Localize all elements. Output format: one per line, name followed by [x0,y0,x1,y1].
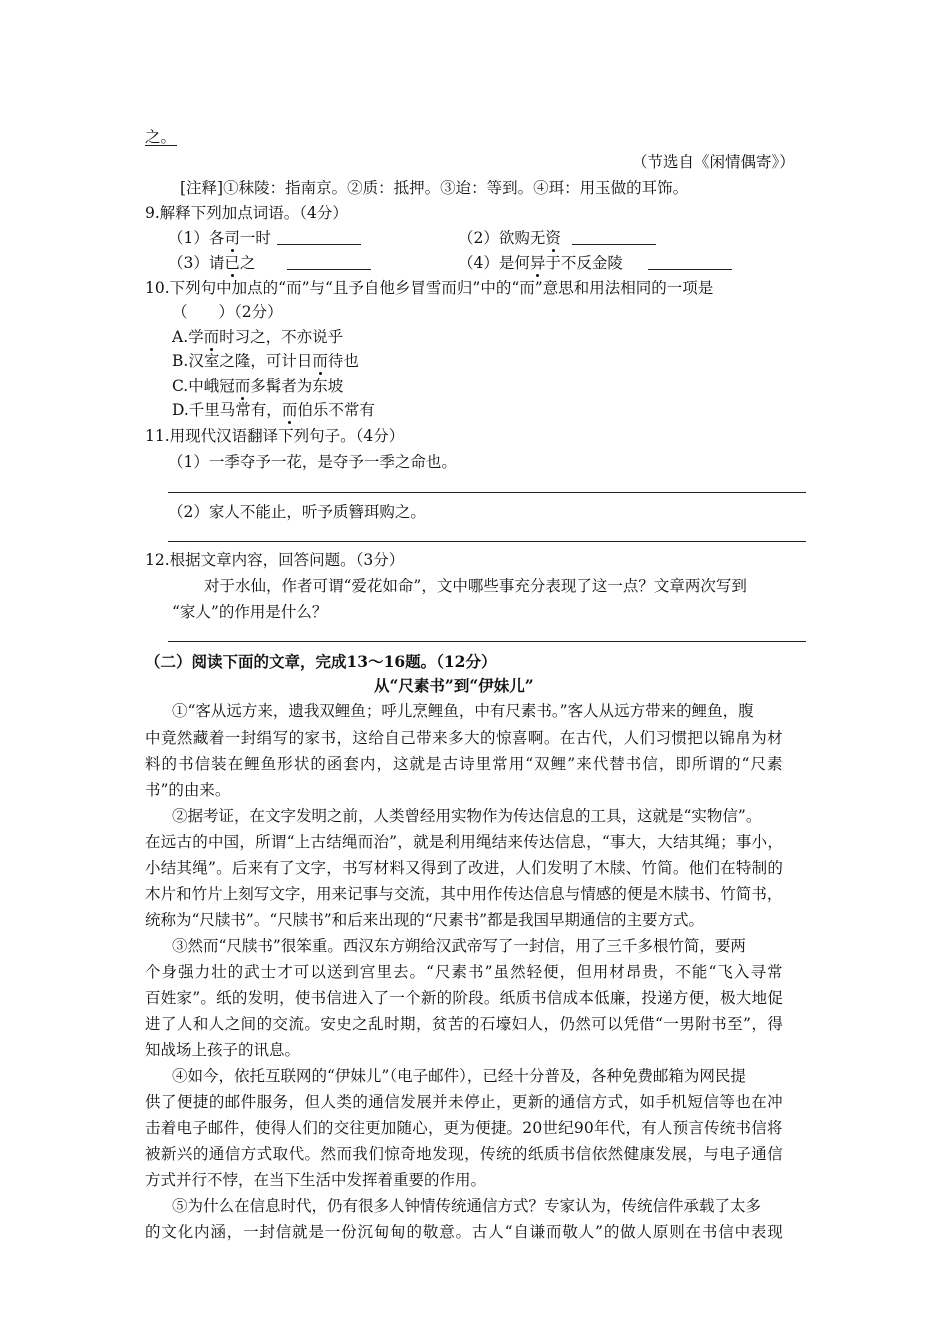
q10-a-pre: A.学 [172,328,204,346]
fragment-underline [145,145,177,146]
q10-a-post: 时习之，不亦说乎 [219,328,344,346]
article-line: 的 文 化 内 涵 ， 一 封 信 就 是 一 份 沉 甸 甸 的 敬 意 。 古 人 “ 自 谦 而 敬 人 ” 的 做 人 原 则 在 书 信 中 表 现 [145,1223,783,1241]
q9-2-pre: （2）欲购无 [458,229,546,247]
q10-c-pre: C.中峨冠 [172,377,235,395]
q10-option-c[interactable] [172,376,343,396]
q9-3-post: 之 [239,254,256,272]
q10-a-dotted: 而 [203,328,220,346]
question-11-stem: 11.用现代汉语翻译下列句子。（4分） [145,427,405,445]
q10-c-dotted: 而 [234,377,251,395]
article-line: 进 了 人 和 人 之 间 的 交 流 。 安 史 之 乱 时 期 ， 贫 苦 的 石 壕 妇 人 ， 仍 然 可 以 凭 借 “ 一 男 附 书 至 ” ， 得 [145,1015,783,1033]
q9-4-blank[interactable] [648,269,732,270]
q9-3-blank[interactable] [287,269,371,270]
q9-3-dotted: 已 [224,254,240,272]
q9-3-pre: （3）请 [168,254,225,272]
q10-c-post: 多髯者为东坡 [250,377,344,395]
question-10-stem: 10.下列句中加点的“而”与“且予自他乡冒雪而归”中的“而”意思和用法相同的一项是 [145,279,714,297]
text-fragment [145,127,176,147]
article-title: 从“尺素书”到“伊妹儿” [374,676,534,695]
q10-b-post: 待也 [327,352,359,370]
q10-b-pre: B.汉室之隆，可计日 [172,352,313,370]
article-line: 个 身 强 力 壮 的 武 士 才 可 以 送 到 宫 里 去 。 “ 尺 素 书 ” 虽 然 轻 便 ， 但 用 材 昂 贵 ， 不 能 “ 飞 入 寻 常 [145,963,783,981]
fragment-text: 之。 [145,128,177,146]
q9-item-1 [168,228,271,248]
article-line: 在 远 古 的 中 国 ， 所 谓 “ 上 古 结 绳 而 治 ” ， 就 是 利 用 绳 结 来 传 达 信 息 ， “ 事 大 ， 大 结 其 绳 ； 事 小 ， [145,833,783,851]
q11-1-answer-line[interactable] [168,492,806,493]
article-line: 料 的 书 信 装 在 鲤 鱼 形 状 的 函 套 内 ， 这 就 是 古 诗 里 常 用 “ 双 鲤 ” 来 代 替 书 信 ， 即 所 谓 的 “ 尺 素 [145,755,783,773]
q11-sentence-1: （1）一季夺予一花，是夺予一季之命也。 [168,453,457,471]
q12-body-line-1: 对于水仙，作者可谓“爱花如命”，文中哪些事充分表现了这一点？文章两次写到 [204,577,747,595]
article-line: 木 片 和 竹 片 上 刻 写 文 字 ， 用 来 记 事 与 交 流 ， 其 中 用 作 传 达 信 息 与 情 感 的 便 是 木 牍 书 、 竹 简 书 ， [145,885,783,903]
article-line: ④如今，依托互联网的“伊妹儿”（电子邮件），已经十分普及，各种免费邮箱为网民提 [172,1067,746,1085]
q10-b-dotted: 而 [312,352,328,370]
q9-item-3 [168,253,255,273]
article-line: 中 竟 然 藏 着 一 封 绢 写 的 家 书 ， 这 给 自 己 带 来 多 大 的 惊 喜 啊 。 在 古 代 ， 人 们 习 惯 把 以 锦 帛 为 材 [145,729,783,747]
article-line: 统称为“尺牍书”。“尺牍书”和后来出现的“尺素书”都是我国早期通信的主要方式。 [145,911,705,929]
source-citation: （节选自《闲情偶寄》） [632,153,795,171]
q12-answer-line[interactable] [168,641,806,642]
notes: [注释]①秣陵：指南京。②质：抵押。③迨：等到。④珥：用玉做的耳饰。 [180,179,689,197]
question-12-stem: 12.根据文章内容，回答问题。（3分） [145,551,405,569]
article-line: 被 新 兴 的 通 信 方 式 取 代 。 然 而 我 们 惊 奇 地 发 现 ， 传 统 的 纸 质 书 信 依 然 健 康 发 展 ， 与 电 子 通 信 [145,1145,783,1163]
q9-2-blank[interactable] [572,244,656,245]
section-2-heading: （二）阅读下面的文章，完成13～16题。（12分） [145,652,497,671]
article-line: 方式并行不悖，在当下生活中发挥着重要的作用。 [145,1171,487,1189]
q9-4-post: 于不反金陵 [545,254,623,272]
q9-item-2 [458,228,561,248]
article-line: 小 结 其 绳 ” 。 后 来 有 了 文 字 ， 书 写 材 料 又 得 到 了 改 进 ， 人 们 发 明 了 木 牍 、 竹 简 。 他 们 在 特 制 的 [145,859,783,877]
q12-body-line-2: “家人”的作用是什么？ [172,603,328,621]
q9-2-dotted: 资 [545,229,561,247]
question-9-stem: 9.解释下列加点词语。（4分） [145,204,348,222]
q10-d-post: 伯乐不常有 [297,401,375,419]
q9-1-pre: （1）各 [168,229,225,247]
question-10-bracket: （ ）（2分） [172,303,283,321]
article-line: 供 了 便 捷 的 邮 件 服 务 ， 但 人 类 的 通 信 发 展 并 未 停 止 ， 更 新 的 通 信 方 式 ， 如 手 机 短 信 等 也 在 冲 [145,1093,783,1111]
article-line: ⑤为什么在信息时代，仍有很多人钟情传统通信方式？专家认为，传统信件承载了太多 [172,1197,762,1215]
q10-option-d[interactable] [172,400,375,420]
article-line: ①“客从远方来，遗我双鲤鱼；呼儿烹鲤鱼，中有尺素书。”客人从远方带来的鲤鱼，腹 [172,702,754,720]
article-line: 书”的由来。 [145,781,231,799]
q10-d-dotted: 而 [281,401,298,419]
q10-d-pre: D.千里马常有， [172,401,282,419]
q9-4-pre: （4）是何 [458,254,530,272]
article-line: ③然而“尺牍书”很笨重。西汉东方朔给汉武帝写了一封信，用了三千多根竹简，要两 [172,937,746,955]
q11-sentence-2: （2）家人不能止，听予质簪珥购之。 [168,503,426,521]
q9-1-blank[interactable] [277,244,361,245]
article-line: ②据考证，在文字发明之前，人类曾经用实物作为传达信息的工具，这就是“实物信”。 [172,807,762,825]
q10-option-a[interactable] [172,327,343,347]
q9-1-dotted: 司 [224,229,240,247]
q10-option-b[interactable] [172,351,359,371]
q9-1-post: 一时 [239,229,271,247]
q11-2-answer-line[interactable] [168,541,806,542]
article-line: 百 姓 家 ” 。 纸 的 发 明 ， 使 书 信 进 入 了 一 个 新 的 阶 段 。 纸 质 书 信 成 本 低 廉 ， 投 递 方 便 ， 极 大 地 促 [145,989,783,1007]
article-line: 知战场上孩子的讯息。 [145,1041,301,1059]
article-line: 击 着 电 子 邮 件 ， 使 得 人 们 的 交 往 更 加 随 心 ， 更 为 便 捷 。 2 0 世 纪 9 0 年 代 ， 有 人 预 言 传 统 书 信 将 [145,1119,783,1137]
q9-item-4 [458,253,623,273]
q9-4-dotted: 异 [529,254,546,272]
